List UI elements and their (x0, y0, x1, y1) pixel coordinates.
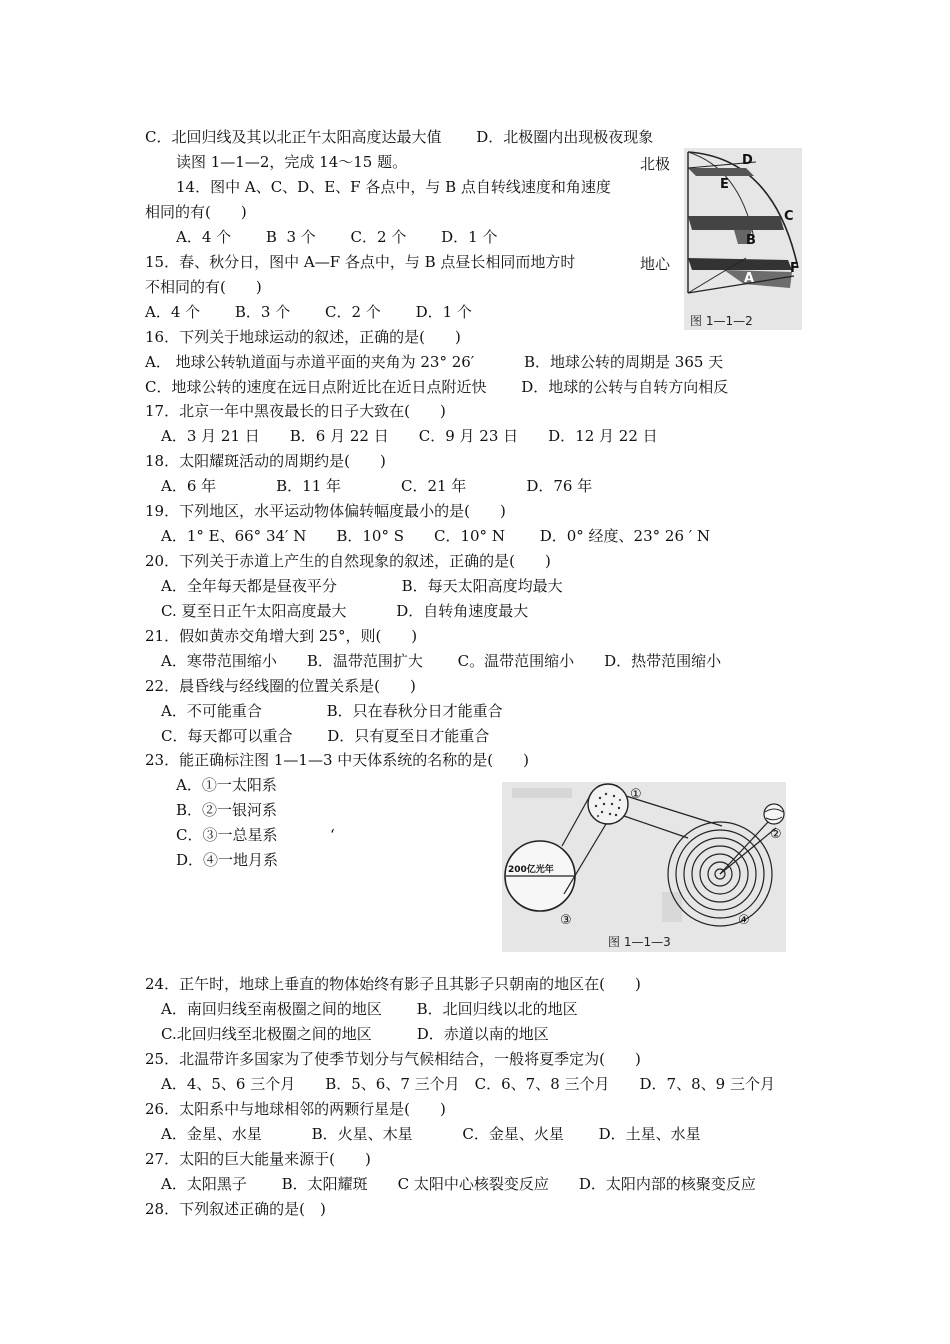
q27-stem: 27．太阳的巨大能量来源于( ) (145, 1150, 371, 1168)
q14-stem: 14．图中 A、C、D、E、F 各点中，与 B 点自转线速度和角速度 (176, 178, 611, 196)
figure-earth-center-label: 地心 (640, 255, 671, 273)
q17-stem: 17．北京一年中黑夜最长的日子大致在( ) (145, 402, 446, 420)
q24-options-c-d: C.北回归线至北极圈之间的地区 D．赤道以南的地区 (161, 1025, 549, 1043)
earth-section-diagram (684, 148, 802, 330)
q25-options: A．4、5、6 三个月 B．5、6、7 三个月 C．6、7、8 三个月 D．7、8、9 三个月 (161, 1075, 775, 1093)
point-a: A (744, 271, 755, 286)
q18-options: A．6 年 B．11 年 C．21 年 D．76 年 (161, 477, 593, 495)
q23-option-d: D．④一地月系 (176, 851, 279, 869)
band-high-latitude (688, 168, 754, 176)
q16-options-c-d: C．地球公转的速度在远日点附近比在近日点附近快 D．地球的公转与自转方向相反 (145, 378, 729, 396)
point-f: F (790, 261, 799, 276)
figure-north-pole-label: 北极 (640, 155, 671, 173)
q27-options: A．太阳黑子 B．太阳耀斑 C 太阳中心核裂变反应 D．太阳内部的核聚变反应 (161, 1175, 756, 1193)
q23-stem: 23．能正确标注图 1—1—3 中天体系统的名称的是( ) (145, 751, 529, 769)
instruction-14-15: 读图 1—1—2，完成 14～15 题。 (176, 153, 408, 171)
point-e: E (720, 177, 729, 192)
q16-options-a-b: A． 地球公转轨道面与赤道平面的夹角为 23° 26′ B．地球公转的周期是 365 天 (145, 353, 724, 371)
q18-stem: 18．太阳耀斑活动的周期约是( ) (145, 452, 386, 470)
q15-stem: 15．春、秋分日，图中 A—F 各点中，与 B 点昼长相同而地方时 (145, 253, 576, 271)
q20-options-a-b: A．全年每天都是昼夜平分 B．每天太阳高度均最大 (161, 577, 563, 595)
q24-stem: 24．正午时，地球上垂直的物体始终有影子且其影子只朝南的地区在( ) (145, 975, 641, 993)
q22-options-a-b: A．不可能重合 B．只在春秋分日才能重合 (161, 702, 503, 720)
system-circle-2 (764, 804, 784, 824)
q25-stem: 25．北温带许多国家为了使季节划分与气候相结合，一般将夏季定为( ) (145, 1050, 641, 1068)
q14-stem-cont: 相同的有( ) (145, 203, 247, 221)
marker-1: ① (630, 787, 642, 802)
q23-option-c: C．③一总星系 (176, 826, 278, 844)
q26-stem: 26．太阳系中与地球相邻的两颗行星是( ) (145, 1100, 446, 1118)
figure-1-1-3-caption: 图 1—1—3 (608, 935, 671, 949)
marker-4: ④ (738, 913, 750, 928)
band-low-latitude (688, 258, 792, 270)
band-mid-latitude (688, 216, 784, 230)
q28-stem: 28．下列叙述正确的是( ) (145, 1200, 326, 1218)
q23-option-b: B．②一银河系 (176, 801, 278, 819)
point-c: C (784, 209, 794, 224)
q22-options-c-d: C．每天都可以重合 D．只有夏至日才能重合 (161, 727, 490, 745)
system-circle-1 (588, 784, 628, 824)
q13-options-c-d: C．北回归线及其以北正午太阳高度达最大值 D．北极圈内出现极夜现象 (145, 128, 654, 146)
marker-2: ② (770, 827, 782, 842)
figure-1-1-2 (684, 148, 802, 330)
q20-stem: 20．下列关于赤道上产生的自然现象的叙述，正确的是( ) (145, 552, 551, 570)
q21-options: A．寒带范围缩小 B．温带范围扩大 C。温带范围缩小 D．热带范围缩小 (161, 652, 722, 670)
q17-options: A．3 月 21 日 B．6 月 22 日 C．9 月 23 日 D．12 月 22 日 (161, 427, 658, 445)
point-b: B (746, 233, 756, 248)
figure-1-1-3 (502, 782, 786, 952)
q14-options: A．4 个 B 3 个 C．2 个 D．1 个 (176, 228, 498, 246)
q19-options: A．1° E、66° 34′ N B．10° S C．10° N D．0° 经度、23° 26 ′ N (161, 527, 711, 545)
q19-stem: 19．下列地区，水平运动物体偏转幅度最小的是( ) (145, 502, 506, 520)
q23-option-a: A．①一太阳系 (176, 776, 277, 794)
q20-options-c-d: C. 夏至日正午太阳高度最大 D．自转角速度最大 (161, 602, 529, 620)
figure-1-1-2-caption: 图 1—1—2 (690, 314, 753, 328)
q22-stem: 22．晨昏线与经线圈的位置关系是( ) (145, 677, 416, 695)
celestial-systems-diagram (502, 782, 786, 952)
marker-3: ③ (560, 913, 572, 928)
q15-stem-cont: 不相同的有( ) (145, 278, 262, 296)
q26-options: A．金星、水星 B．火星、木星 C．金星、火星 D．土星、水星 (161, 1125, 701, 1143)
stray-mark: ‘ (330, 826, 335, 844)
q15-options: A．4 个 B．3 个 C．2 个 D．1 个 (145, 303, 472, 321)
q21-stem: 21．假如黄赤交角增大到 25°，则( ) (145, 627, 418, 645)
q24-options-a-b: A．南回归线至南极圈之间的地区 B．北回归线以北的地区 (161, 1000, 578, 1018)
q16-stem: 16．下列关于地球运动的叙述，正确的是( ) (145, 328, 461, 346)
point-d: D (742, 153, 753, 168)
scale-label: 200亿光年 (508, 865, 554, 875)
